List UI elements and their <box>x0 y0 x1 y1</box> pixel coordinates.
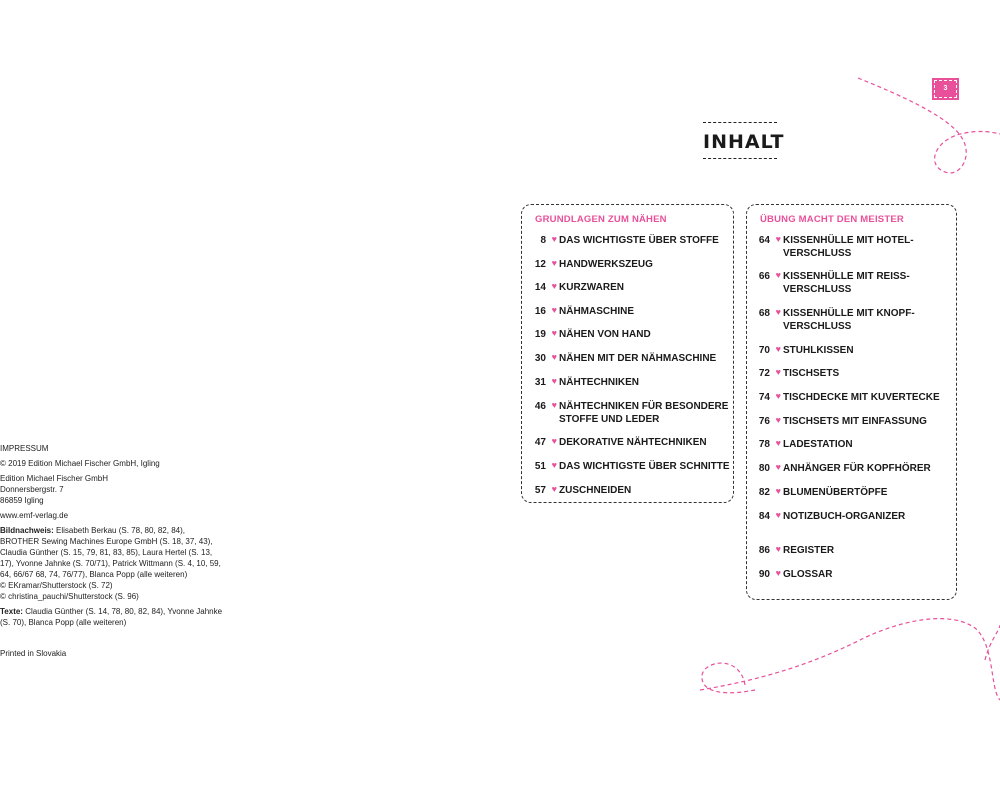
toc-page-number: 8 <box>540 235 546 246</box>
toc-entry-title: ZUSCHNEIDEN <box>559 485 632 496</box>
toc-entry-title: NÄHMASCHINE <box>559 306 634 317</box>
toc-page-number: 80 <box>758 463 770 474</box>
credit-line: © christina_pauchi/Shutterstock (S. 96) <box>0 592 139 601</box>
heart-icon: ♥ <box>775 344 781 354</box>
toc-page-number: 74 <box>758 392 770 403</box>
toc-entry <box>758 270 910 296</box>
toc-entry-title: VERSCHLUSS <box>783 284 852 295</box>
title-block <box>703 122 785 159</box>
toc-entry <box>534 258 653 271</box>
toc-entry <box>758 544 835 557</box>
heart-icon: ♥ <box>775 391 781 401</box>
toc-entry <box>758 438 853 451</box>
copyright: © 2019 Edition Michael Fischer GmbH, Igling <box>0 459 160 468</box>
texts-label: Texte: <box>0 607 23 616</box>
toc-page-number: 72 <box>758 368 770 379</box>
toc-entry-title: STOFFE UND LEDER <box>559 414 660 425</box>
heart-icon: ♥ <box>775 415 781 425</box>
toc-entry <box>758 234 914 260</box>
heart-icon: ♥ <box>775 438 781 448</box>
toc-entry <box>534 328 651 341</box>
toc-entry-title: KISSENHÜLLE MIT REISS- <box>783 271 910 282</box>
toc-page-number: 12 <box>534 259 546 270</box>
toc-entry <box>534 352 717 365</box>
toc-entry-title: KISSENHÜLLE MIT KNOPF- <box>783 308 915 319</box>
toc-entry-title: TISCHSETS MIT EINFASSUNG <box>783 416 927 427</box>
address-line: Donnersbergstr. 7 <box>0 485 64 494</box>
heart-icon: ♥ <box>775 234 781 244</box>
heart-icon: ♥ <box>551 436 557 446</box>
heart-icon: ♥ <box>551 460 557 470</box>
page-title: INHALT <box>703 131 785 153</box>
toc-entry-title: REGISTER <box>783 545 835 556</box>
heart-icon: ♥ <box>551 328 557 338</box>
toc-entry-title: HANDWERKSZEUG <box>559 259 653 270</box>
website: www.emf-verlag.de <box>0 511 69 520</box>
toc-entry <box>534 436 707 449</box>
heart-icon: ♥ <box>551 400 557 410</box>
impressum-heading: IMPRESSUM <box>0 444 49 453</box>
section-heading: GRUNDLAGEN ZUM NÄHEN <box>535 214 667 225</box>
section-heading: ÜBUNG MACHT DEN MEISTER <box>760 214 904 225</box>
toc-page-number: 90 <box>758 569 770 580</box>
toc-page-number: 68 <box>758 308 770 319</box>
toc-page-number: 14 <box>534 282 546 293</box>
text-credits <box>0 606 225 628</box>
page-number: 3 <box>934 80 957 98</box>
toc-page-number: 86 <box>758 545 770 556</box>
heart-icon: ♥ <box>775 486 781 496</box>
printed-in: Printed in Slovakia <box>0 649 67 658</box>
toc-page-number: 64 <box>758 235 770 246</box>
toc-entry <box>540 234 719 247</box>
toc-entry-title: TISCHSETS <box>783 368 840 379</box>
toc-entry-title: DAS WICHTIGSTE ÜBER STOFFE <box>559 235 719 246</box>
toc-page-number: 78 <box>758 439 770 450</box>
toc-page-number: 82 <box>758 487 770 498</box>
heart-icon: ♥ <box>551 352 557 362</box>
toc-entry-title: DEKORATIVE NÄHTECHNIKEN <box>559 437 707 448</box>
toc-entry-title: STUHLKISSEN <box>783 345 854 356</box>
toc-entry <box>758 462 931 475</box>
address-line: 86859 Igling <box>0 496 44 505</box>
toc-entry <box>758 486 888 499</box>
toc-page-number: 46 <box>534 401 546 412</box>
toc-page-number: 66 <box>758 271 770 282</box>
toc-entry-title: TISCHDECKE MIT KUVERTECKE <box>783 392 940 403</box>
toc-entry-title: KISSENHÜLLE MIT HOTEL- <box>783 235 914 246</box>
credits-text: Elisabeth Berkau (S. 78, 80, 82, 84), BROTHER Sewing Machines Europe GmbH (S. 18, 37, 43), Claudia Günther (S. 15, 79, 81, 83, 85), Laura Hertel (S. 13, 17), Yvonne Jahnke (S. 70/71), Patrick Wittmann (S. 4, 10, 59, 64, 66/67 68, 74, 76/77), Blanca Popp (alle weiteren) <box>0 526 221 579</box>
credits-label: Bildnachweis: <box>0 526 54 535</box>
toc-entry-title: GLOSSAR <box>783 569 833 580</box>
toc-entry <box>534 400 729 426</box>
heart-icon: ♥ <box>551 376 557 386</box>
texts-text: Claudia Günther (S. 14, 78, 80, 82, 84), Yvonne Jahnke (S. 70), Blanca Popp (alle weiteren) <box>0 607 223 627</box>
toc-page-number: 57 <box>534 485 546 496</box>
toc-entry <box>534 305 634 318</box>
toc-page-number: 30 <box>534 353 546 364</box>
toc-entry-title: VERSCHLUSS <box>783 321 852 332</box>
toc-entry <box>758 367 840 380</box>
publisher-address <box>0 473 225 506</box>
toc-entry-title: NÄHEN VON HAND <box>559 329 651 340</box>
toc-entry <box>758 510 906 523</box>
toc-page-number: 19 <box>534 329 546 340</box>
image-credits <box>0 525 225 602</box>
toc-page-number: 84 <box>758 511 770 522</box>
toc-entry-title: LADESTATION <box>783 439 853 450</box>
toc-entry-title: BLUMENÜBERTÖPFE <box>783 487 888 498</box>
toc-entry-title: DAS WICHTIGSTE ÜBER SCHNITTE <box>559 461 730 472</box>
toc-entry <box>758 415 927 428</box>
impressum <box>0 443 225 663</box>
toc-entry-title: VERSCHLUSS <box>783 248 852 259</box>
heart-icon: ♥ <box>775 367 781 377</box>
page-number-badge <box>932 78 959 100</box>
toc-entry-title: NOTIZBUCH-ORGANIZER <box>783 511 906 522</box>
toc-entry <box>758 307 915 333</box>
toc-entry-title: KURZWAREN <box>559 282 624 293</box>
toc-entry-title: NÄHTECHNIKEN <box>559 377 639 388</box>
heart-icon: ♥ <box>551 258 557 268</box>
toc-entry <box>758 568 833 581</box>
toc-entry-title: NÄHTECHNIKEN FÜR BESONDERE <box>559 401 729 412</box>
toc-entry <box>758 344 854 357</box>
heart-icon: ♥ <box>775 307 781 317</box>
toc-entry <box>534 281 624 294</box>
toc-page-number: 31 <box>534 377 546 388</box>
toc-entry-title: ANHÄNGER FÜR KOPFHÖRER <box>783 463 931 474</box>
toc-page-number: 51 <box>534 461 546 472</box>
heart-icon: ♥ <box>551 305 557 315</box>
toc-entry-title: NÄHEN MIT DER NÄHMASCHINE <box>559 353 717 364</box>
heart-icon: ♥ <box>551 484 557 494</box>
toc-entry <box>758 391 940 404</box>
heart-icon: ♥ <box>551 234 557 244</box>
toc-entry <box>534 460 730 473</box>
heart-icon: ♥ <box>775 270 781 280</box>
credit-line: © EKramar/Shutterstock (S. 72) <box>0 581 113 590</box>
toc-entry <box>534 376 639 389</box>
address-line: Edition Michael Fischer GmbH <box>0 474 109 483</box>
heart-icon: ♥ <box>551 281 557 291</box>
title-divider-bottom <box>703 158 777 159</box>
heart-icon: ♥ <box>775 544 781 554</box>
heart-icon: ♥ <box>775 568 781 578</box>
toc-page-number: 47 <box>534 437 546 448</box>
toc-page-number: 16 <box>534 306 546 317</box>
toc-page-number: 76 <box>758 416 770 427</box>
heart-icon: ♥ <box>775 510 781 520</box>
heart-icon: ♥ <box>775 462 781 472</box>
toc-entry <box>534 484 632 497</box>
toc-page-number: 70 <box>758 345 770 356</box>
